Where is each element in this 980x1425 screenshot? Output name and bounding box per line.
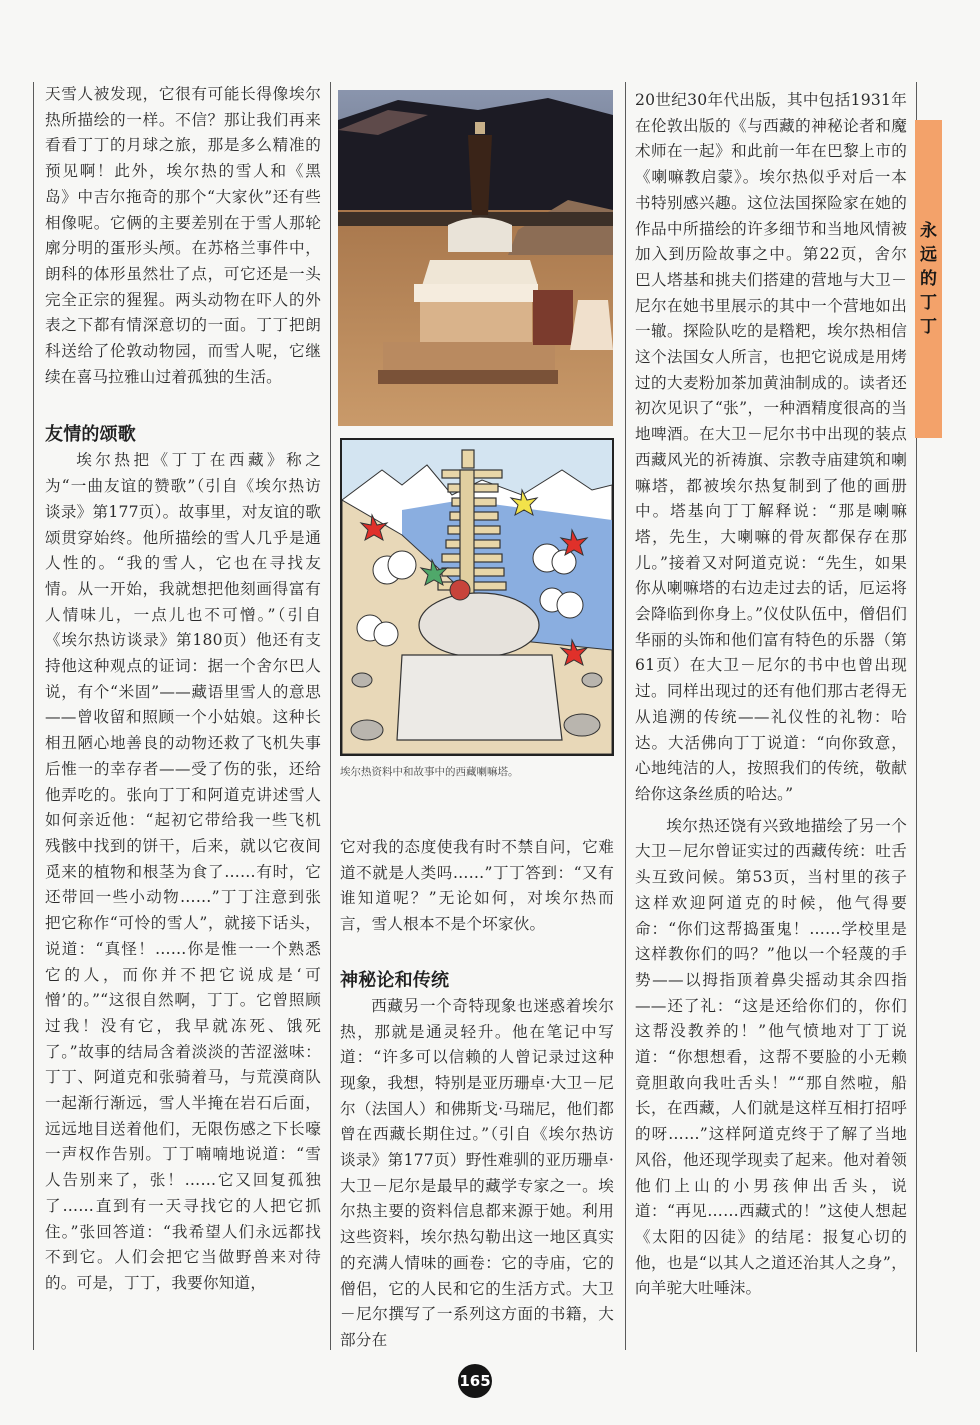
middle-paragraph-1: 它对我的态度使我有时不禁自问，它难道不就是人类吗……”丁丁答到：“又有谁知道呢？”无论如何，对埃尔热而言，雪人根本不是个坏家伙。 [340,838,614,934]
right-paragraph-2: 埃尔热还饶有兴致地描绘了另一个大卫－尼尔曾证实过的西藏传统：吐舌头互致问候。第53页，当村里的孩子这样欢迎阿道克的时候，他气得要命：“你们这帮捣蛋鬼！……学校里是这样教你们的吗？”他以一个轻蔑的手势——以拇指顶着鼻尖摇动其余四指——还了礼：“这是还给你们的，你们这帮没教养的！”他气愤地对丁丁说道：“你想想看，这帮不要脸的小无赖竟胆敢向我吐舌头！”“那自然啦，船长，在西藏，人们就是这样互相打招呼的呀……”这样阿道克终于了解了当地风俗，他还现学现卖了起来。他对着领他们上山的小男孩伸出舌头，说道：“再见……西藏式的！”这使人想起《太阳的囚徒》的结尾：报复心切的他，也是“以其人之道还治其人之身”，向羊驼大吐唾沫。 [635,816,907,1298]
figure-caption: 埃尔热资料中和故事中的西藏喇嘛塔。 [340,766,519,778]
comic-panel [340,438,614,756]
side-tab-char: 丁 [920,293,937,313]
left-column [45,82,321,1297]
page-number-badge: 165 [458,1364,492,1398]
left-paragraph-2: 埃尔热把《丁丁在西藏》称之为“一曲友谊的赞歌”（引自《埃尔热访谈录》第177页）。故事里，对友谊的歌颂贯穿始终。他所描绘的雪人几乎是通人性的。“我的雪人，它也在寻找友情。从一开始，我就想把他刻画得富有人情味儿，一点儿也不可憎。”（引自《埃尔热访谈录》第180页）他还有支持他这种观点的证词：据一个舍尔巴人说，有个“米固”——藏语里雪人的意思——曾收留和照顾一个小姑娘。这种长相丑陋心地善良的动物还救了飞机失事后惟一的幸存者——受了伤的张，还给他弄吃的。张向丁丁和阿道克讲述雪人如何亲近他：“起初它带给我一些飞机残骸中找到的饼干，后来，就以它夜间觅来的植物和根茎为食了……有时，它还带回一些小动物……”丁丁注意到张把它称作“可怜的雪人”，就接下话头，说道：“真怪！……你是惟一一个熟悉它的人，而你并不把它说成是‘可憎’的。”“这很自然啊，丁丁。它曾照顾过我！没有它，我早就冻死、饿死了。”故事的结局含着淡淡的苦涩滋味：丁丁、阿道克和张骑着马，与荒漠商队一起渐行渐远，雪人半掩在岩石后面，远远地目送着他们，无限伤感之下长嚎一声权作告别。丁丁喃喃地说道：“雪人告别来了，张！……它又回复孤独了……直到有一天寻找它的人把它抓住。”张回答道：“我希望人们永远都找不到它。人们会把它当做野兽来对待的。可是，丁丁，我要你知道， [45,451,321,1292]
right-paragraph-1: 20世纪30年代出版，其中包括1931年在伦敦出版的《与西藏的神秘论者和魔术师在一起》和此前一年在巴黎上市的《喇嘛教启蒙》。埃尔热似乎对后一本书特别感兴趣。这位法国探险家在她的作品中所描绘的许多细节和当地风情被加入到历险故事之中。第22页，舍尔巴人塔基和挑夫们搭建的营地与大卫－尼尔在她书里展示的其中一个营地如出一辙。探险队吃的是糌粑，埃尔热相信这个法国女人所言，也把它说成是用烤过的大麦粉加茶加黄油制成的。读者还初次见识了“张”，一种酒精度很高的当地啤酒。在大卫－尼尔书中出现的装点西藏风光的祈祷旗、宗教寺庙建筑和喇嘛塔，都被埃尔热复制到了他的画册中。塔基向丁丁解释说：“那是喇嘛塔，先生，大喇嘛的骨灰都保存在那儿。”接着又对阿道克说：“先生，如果你从喇嘛塔的右边走过去的话，厄运将会降临到你身上。”仪仗队伍中，僧侣们华丽的头饰和他们富有特色的乐器（第61页）在大卫－尼尔的书中也曾出现过。同样出现过的还有他们那古老得无从追溯的传统——礼仪性的礼物：哈达。大活佛向丁丁说道：“向你致意，心地纯洁的人，按照我们的传统，敬献给你这条丝质的哈达。” [635,91,907,803]
section-heading-friendship: 友情的颂歌 [45,424,136,446]
comic-stupa-illustration [342,440,612,754]
side-tab-char: 的 [920,269,937,289]
side-tab-char: 丁 [920,317,937,337]
chapter-side-tab [915,120,942,438]
section-heading-mysticism: 神秘论和传统 [340,969,450,991]
stupa-photo [338,90,613,426]
side-tab-char: 永 [920,221,937,241]
left-paragraph-1: 天雪人被发现，它很有可能长得像埃尔热所描绘的一样。不信？那让我们再来看看丁丁的月球之旅，那是多么精准的预见啊！此外，埃尔热的雪人和《黑岛》中吉尔拖奇的那个“大家伙”还有些相像呢。它俩的主要差别在于雪人那轮廓分明的蛋形头颅。在苏格兰事件中，朗科的体形虽然壮了点，可它还是一头完全正宗的猩猩。两头动物在吓人的外表之下都有情深意切的一面。丁丁把朗科送给了伦敦动物园，而雪人呢，它继续在喜马拉雅山过着孤独的生活。 [45,85,321,386]
left-margin-rule [33,82,34,1350]
middle-column [340,835,614,1354]
middle-paragraph-2: 西藏另一个奇特现象也迷惑着埃尔热，那就是通灵轻升。他在笔记中写道：“许多可以信赖的人曾记录过这种现象，我想，特别是亚历珊卓·大卫－尼尔（法国人）和佛斯戈·马瑞尼，他们都曾在西藏长期住过。”（引自《埃尔热访谈录》第177页）野性难驯的亚历珊卓·大卫－尼尔是最早的藏学专家之一。埃尔热主要的资料信息都来源于她。利用这些资料，埃尔热勾勒出这一地区真实的充满人情味的画卷：它的寺庙，它的僧侣，它的人民和它的生活方式。大卫－尼尔撰写了一系列这方面的书籍，大部分在 [340,996,614,1349]
side-tab-char: 远 [920,245,937,265]
right-column [635,88,907,1302]
column-rule-1 [330,82,331,1350]
column-rule-2 [625,82,626,1350]
stupa-photo-image [338,90,613,426]
